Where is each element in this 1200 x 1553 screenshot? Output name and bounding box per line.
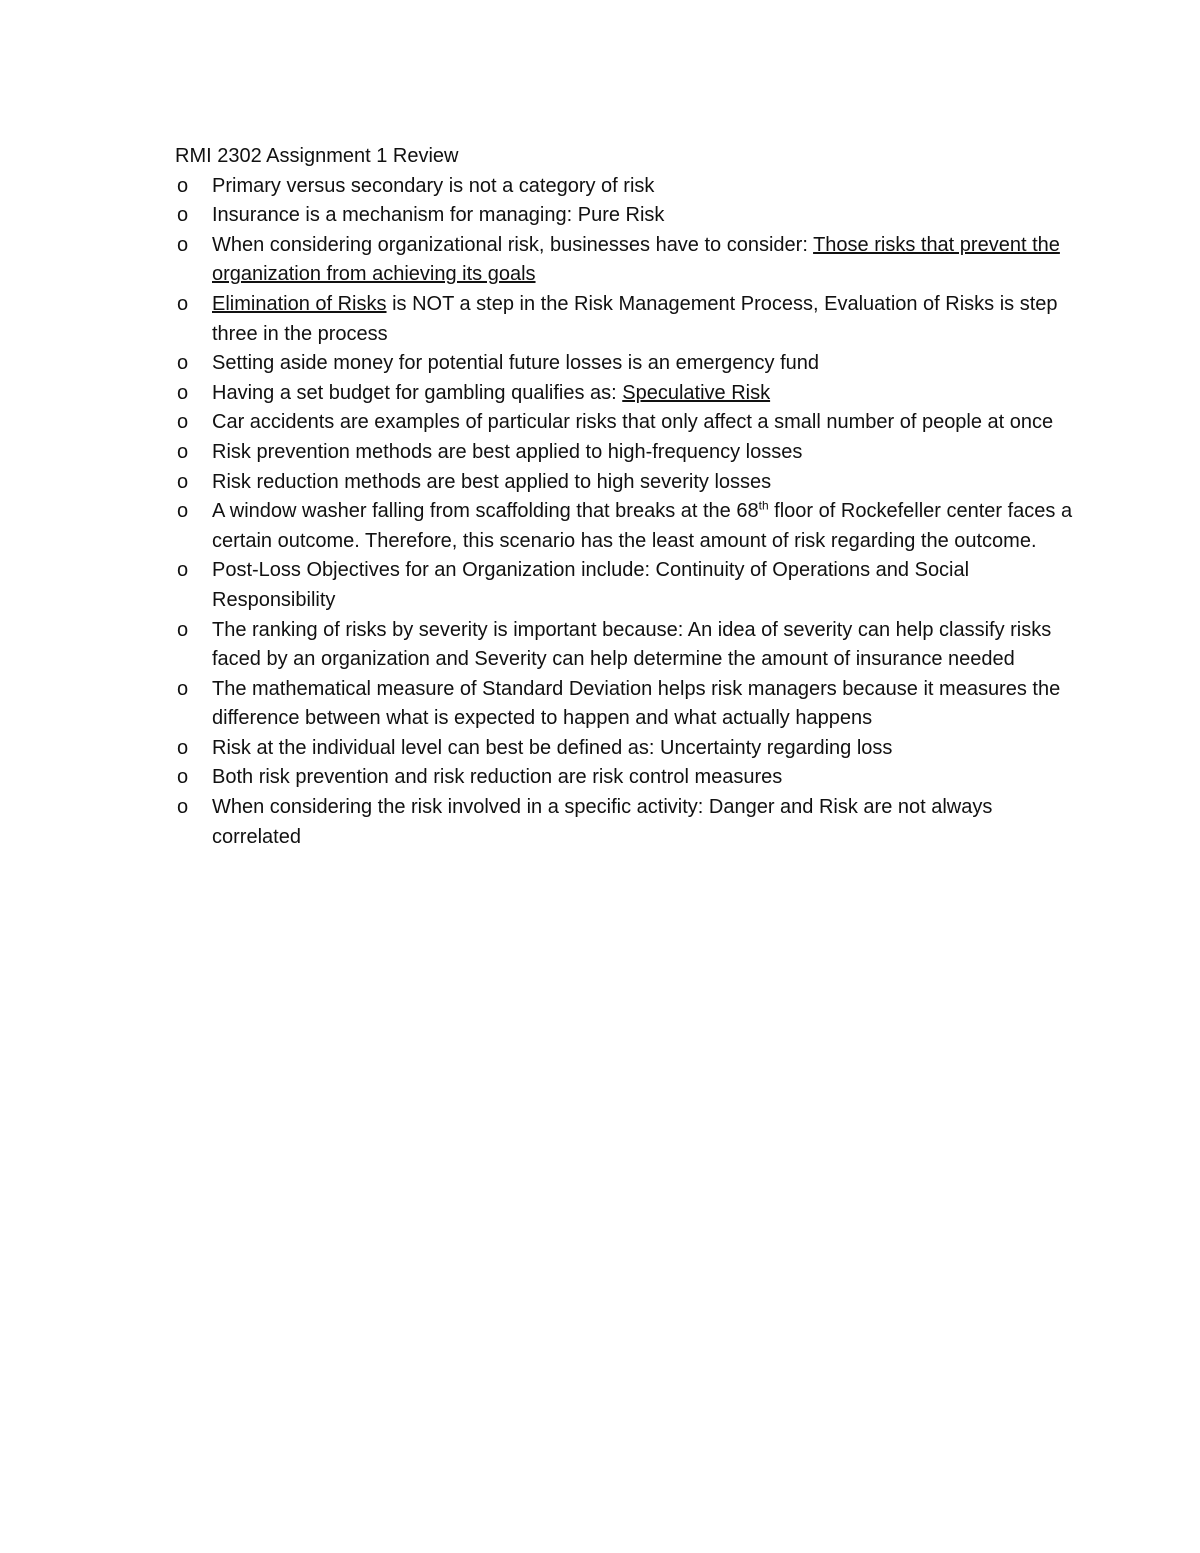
item-text: is NOT a step in the Risk Management Process, Evaluation of Risks is step three in the process <box>212 292 1058 345</box>
bullet-icon: o <box>177 500 189 523</box>
bullet-icon: o <box>177 204 189 227</box>
list-item <box>175 763 1075 793</box>
bullet-icon: o <box>177 470 189 493</box>
ordinal-superscript: th <box>758 498 769 513</box>
item-underlined-text: Speculative Risk <box>622 381 771 404</box>
list-item <box>175 349 1075 379</box>
item-underlined-text: Those risks that prevent the organization from achieving its goals <box>212 233 1060 286</box>
item-text: Risk at the individual level can best be defined as: Uncertainty regarding loss <box>212 736 893 759</box>
item-text: Both risk prevention and risk reduction are risk control measures <box>212 766 783 789</box>
bullet-icon: o <box>177 440 189 463</box>
list-item <box>175 408 1075 438</box>
list-item <box>175 290 1075 349</box>
item-text: Post-Loss Objectives for an Organization include: Continuity of Operations and Social Responsibility <box>212 559 970 611</box>
bullet-icon: o <box>177 292 189 315</box>
bullet-icon: o <box>177 736 189 759</box>
item-text: The mathematical measure of Standard Deviation helps risk managers because it measures the difference between what is expected to happen and what actually happens <box>212 677 1061 730</box>
item-text: Primary versus secondary is not a category of risk <box>212 174 655 197</box>
bullet-icon: o <box>177 766 189 789</box>
bullet-icon: o <box>177 559 189 582</box>
item-underlined-text: Elimination of Risks <box>212 292 387 315</box>
item-text: Setting aside money for potential future losses is an emergency fund <box>212 352 820 375</box>
bullet-icon: o <box>177 411 189 434</box>
list-item <box>175 231 1075 290</box>
list-item <box>175 379 1075 409</box>
bullet-icon: o <box>177 174 189 197</box>
bullet-icon: o <box>177 677 189 700</box>
list-item <box>175 201 1075 231</box>
document-body <box>175 142 1075 852</box>
bullet-icon: o <box>177 618 189 641</box>
item-text: When considering the risk involved in a specific activity: Danger and Risk are not always correlated <box>212 796 993 848</box>
item-text: When considering organizational risk, businesses have to consider: <box>212 233 814 256</box>
item-text: Having a set budget for gambling qualifies as: <box>212 381 623 404</box>
bullet-icon: o <box>177 381 189 404</box>
list-item <box>175 793 1075 852</box>
item-text: Insurance is a mechanism for managing: Pure Risk <box>212 204 665 227</box>
list-item <box>175 675 1075 734</box>
item-text: A window washer falling from scaffolding that breaks at the 68 <box>212 500 759 523</box>
list-item <box>175 172 1075 202</box>
item-text: Risk prevention methods are best applied to high-frequency losses <box>212 440 803 463</box>
bullet-icon: o <box>177 352 189 375</box>
list-item <box>175 438 1075 468</box>
document-title: RMI 2302 Assignment 1 Review <box>175 145 459 167</box>
item-text: Car accidents are examples of particular risks that only affect a small number of people at once <box>212 411 1054 434</box>
list-item <box>175 734 1075 764</box>
review-list <box>175 172 1075 853</box>
list-item <box>175 616 1075 675</box>
bullet-icon: o <box>177 233 189 256</box>
list-item <box>175 468 1075 498</box>
list-item <box>175 556 1075 615</box>
bullet-icon: o <box>177 796 189 819</box>
item-text: Risk reduction methods are best applied to high severity losses <box>212 470 772 493</box>
item-text-continued: floor of Rockefeller center faces a certain outcome. Therefore, this scenario has the least amount of risk regarding the outcome. <box>212 500 1073 552</box>
item-text: The ranking of risks by severity is important because: An idea of severity can help classify risks faced by an organization and Severity can help determine the amount of insurance needed <box>212 618 1052 671</box>
list-item <box>175 497 1075 556</box>
